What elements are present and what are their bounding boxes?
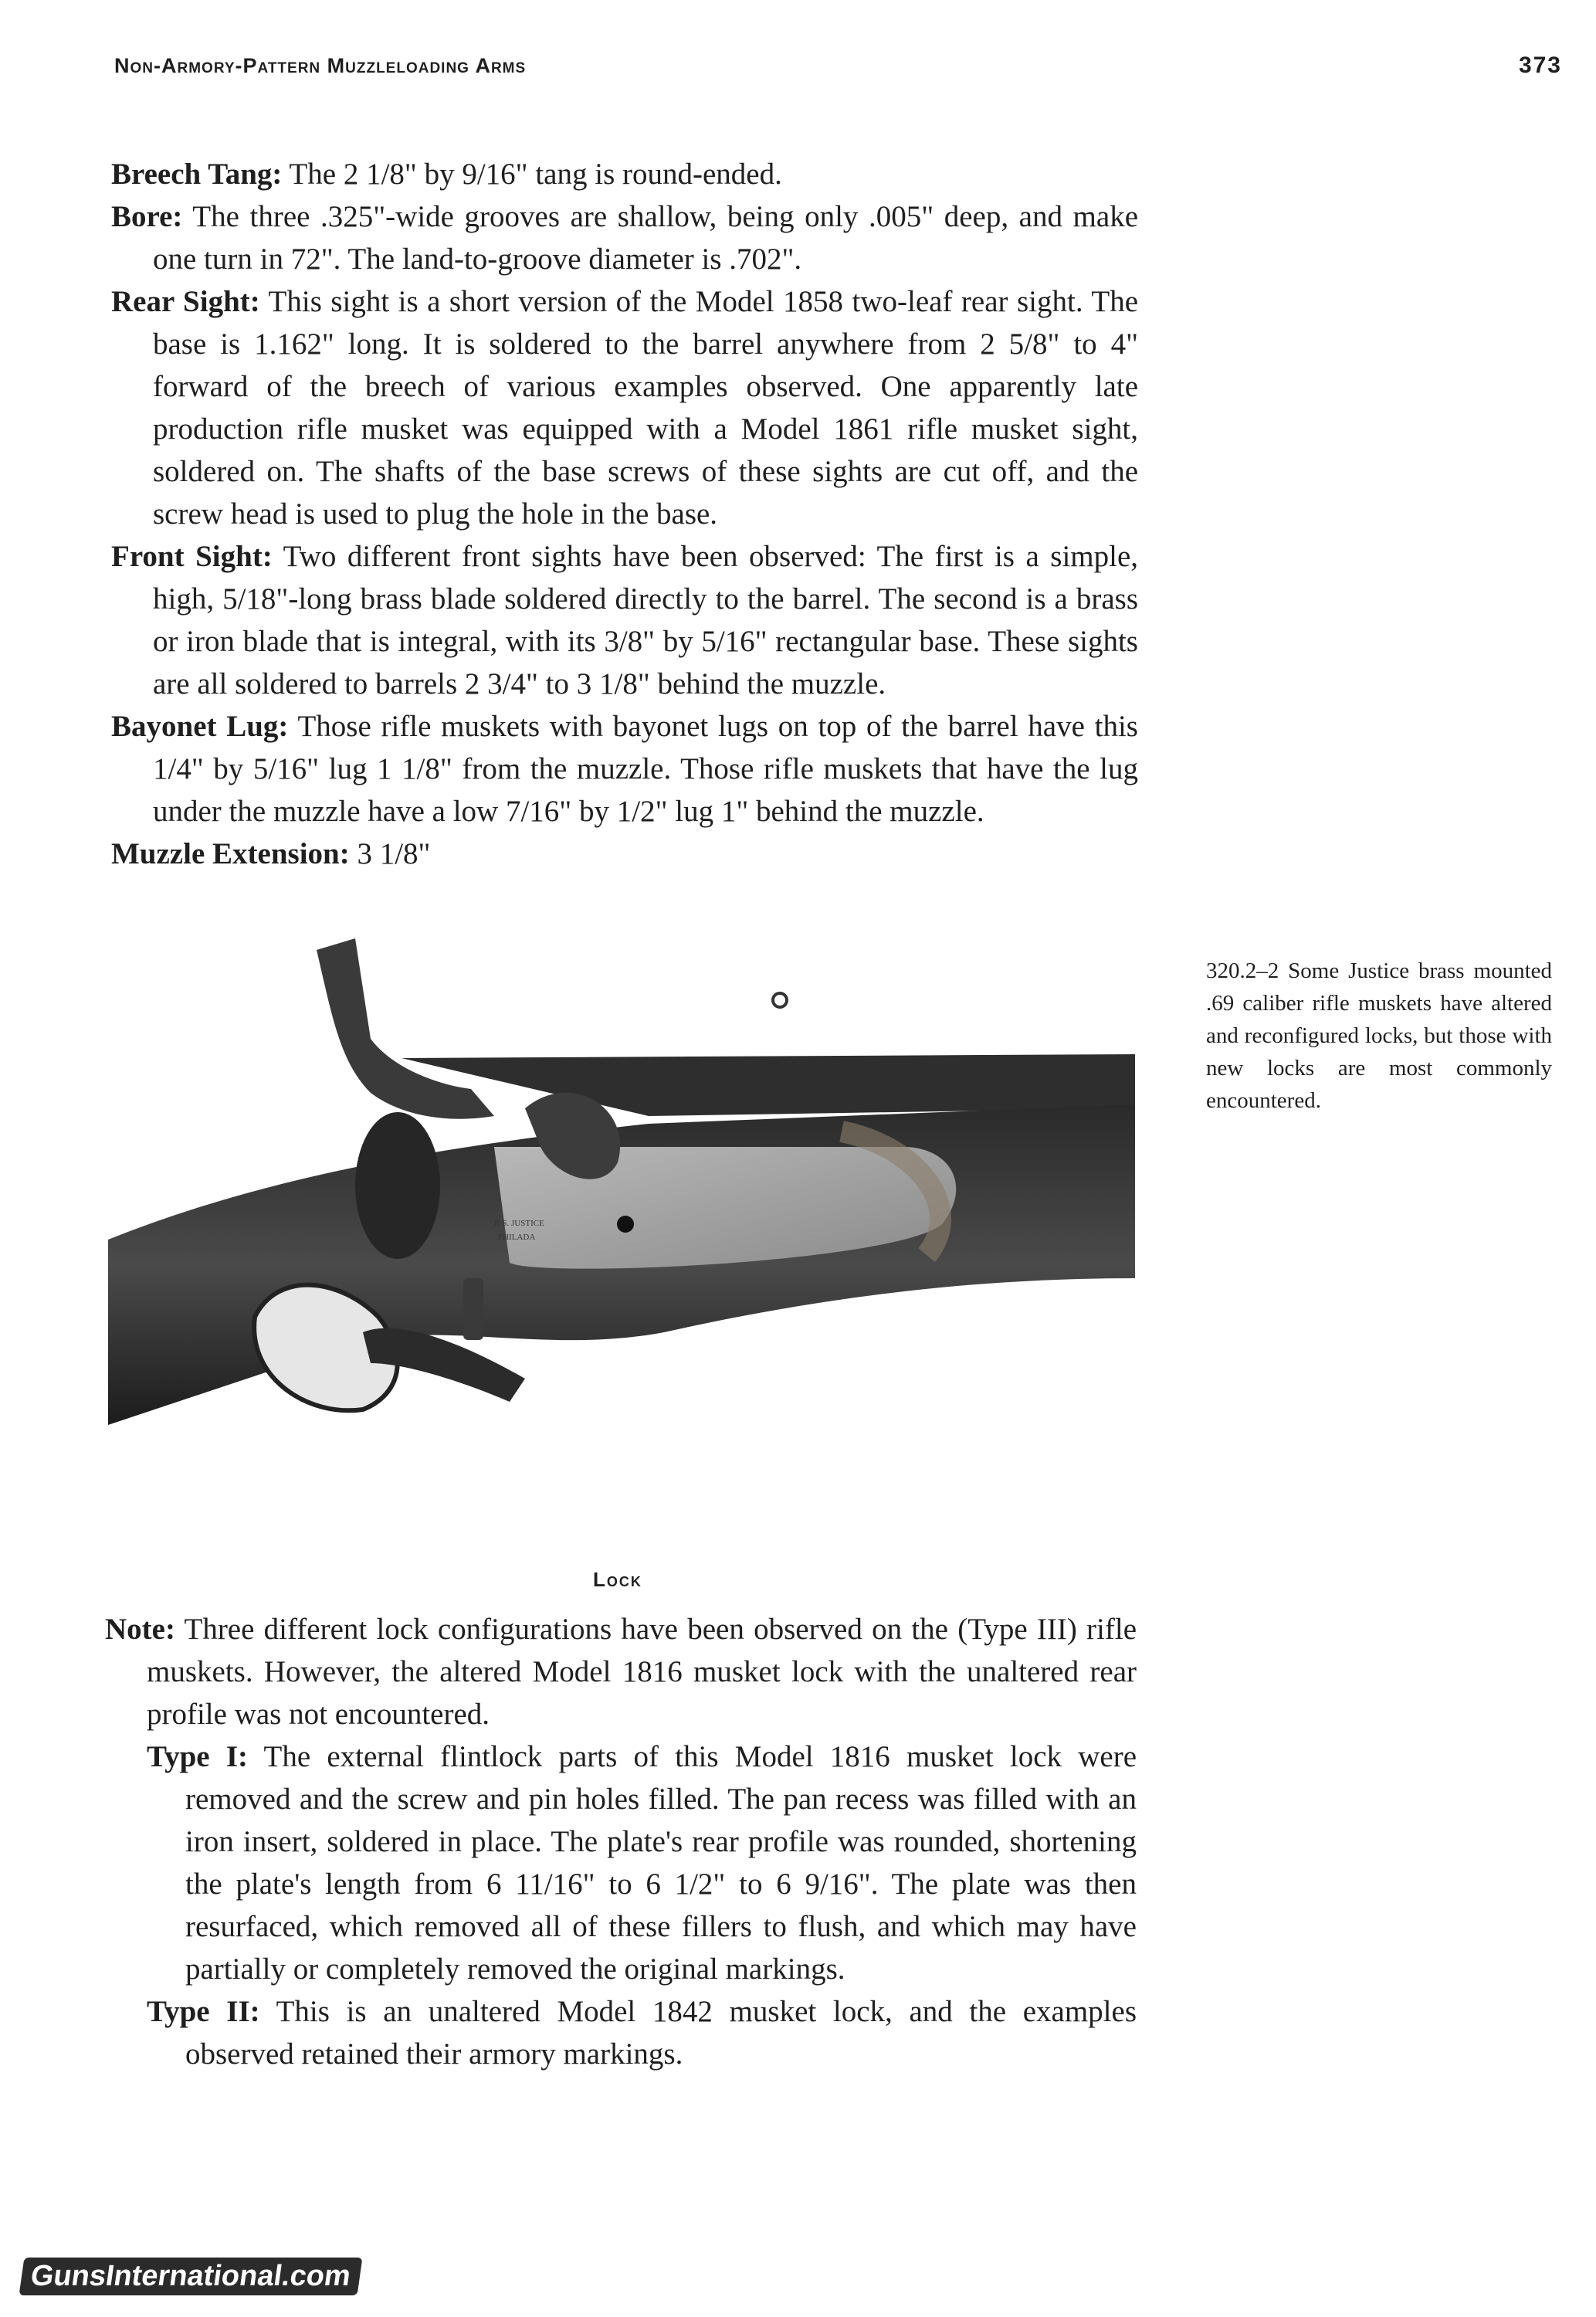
entry-term: Breech Tang:	[111, 158, 283, 191]
section-heading: Lock	[593, 1568, 642, 1591]
muzzle-extension-entry	[111, 833, 1138, 875]
watermark-logo: GunsInternational.com	[19, 2258, 363, 2295]
rear-sight-entry	[111, 280, 1138, 535]
entry-term: Note:	[105, 1613, 175, 1646]
entry-text: The external flintlock parts of this Model 1816 musket lock were removed and the screw and pin holes filled. The pan recess was filled with an iron insert, soldered in place. The plate's rear profile was rounded, shortening the plate's length from 6 11/16" to 6 1/2" to 6 9/16". The plate was then resurfaced, which removed all of these fillers to flush, and which may have partially or completely removed the original markings.	[185, 1740, 1137, 1986]
type-i-entry	[147, 1735, 1137, 1990]
lock-section	[105, 1608, 1137, 2075]
lockplate-marking: PHILADA	[498, 1233, 536, 1242]
figure-caption: 320.2–2 Some Justice brass mounted .69 caliber rifle muskets have altered and reconfigured locks, but those with new locks are most commonly encountered.	[1206, 958, 1552, 1113]
entry-text: The 2 1/8" by 9/16" tang is round-ended.	[289, 158, 782, 191]
entry-text: The three .325"-wide grooves are shallow, being only .005" deep, and make one turn in 72". The land-to-groove diameter is .702".	[153, 200, 1139, 276]
entry-term: Bore:	[111, 200, 183, 233]
entry-text: This sight is a short version of the Model 1858 two-leaf rear sight. The base is 1.162" long. It is soldered to the barrel anywhere from 2 5/8" to 4" forward of the breech of various examples observed. One apparently late production rifle musket was equipped with a Model 1861 rifle musket sight, soldered on. The shafts of the base screws of these sights are cut off, and the screw head is used to plug the hole in the base.	[153, 285, 1139, 531]
entry-term: Muzzle Extension:	[111, 837, 350, 870]
entry-term: Front Sight:	[111, 540, 273, 573]
note-entry	[105, 1608, 1137, 1735]
entry-term: Rear Sight:	[111, 285, 260, 318]
breech-tang-entry	[111, 153, 1138, 195]
bore-entry	[111, 195, 1138, 280]
entry-term: Type I:	[147, 1740, 248, 1773]
entry-text: Three different lock configurations have been observed on the (Type III) rifle muskets. However, the altered Model 1816 musket lock with the unaltered rear profile was not encountered.	[147, 1613, 1137, 1731]
running-head: Non-Armory-Pattern Muzzleloading Arms	[114, 54, 527, 77]
entry-text: 3 1/8"	[357, 837, 431, 870]
front-sight-entry	[111, 535, 1138, 705]
lockplate-marking: P. S. JUSTICE	[494, 1219, 544, 1228]
rifle-lock-photo	[108, 915, 1135, 1425]
specifications-list	[111, 153, 1138, 875]
bayonet-lug-entry	[111, 705, 1138, 833]
entry-term: Type II:	[147, 1995, 260, 2028]
type-ii-entry	[147, 1990, 1137, 2075]
entry-text: Those rifle muskets with bayonet lugs on top of the barrel have this 1/4" by 5/16" lug 1 1/8" from the muzzle. Those rifle muskets that have the lug under the muzzle have a low 7/16" by 1/2" lug 1" behind the muzzle.	[153, 710, 1138, 828]
entry-text: This is an unaltered Model 1842 musket lock, and the examples observed retained their armory markings.	[185, 1995, 1137, 2071]
entry-term: Bayonet Lug:	[111, 710, 289, 743]
page-number: 373	[1518, 53, 1562, 78]
entry-text: Two different front sights have been observed: The first is a simple, high, 5/18"-long brass blade soldered directly to the barrel. The second is a brass or iron blade that is integral, with its 3/8" by 5/16" rectangular base. These sights are all soldered to barrels 2 3/4" to 3 1/8" behind the muzzle.	[153, 540, 1139, 701]
